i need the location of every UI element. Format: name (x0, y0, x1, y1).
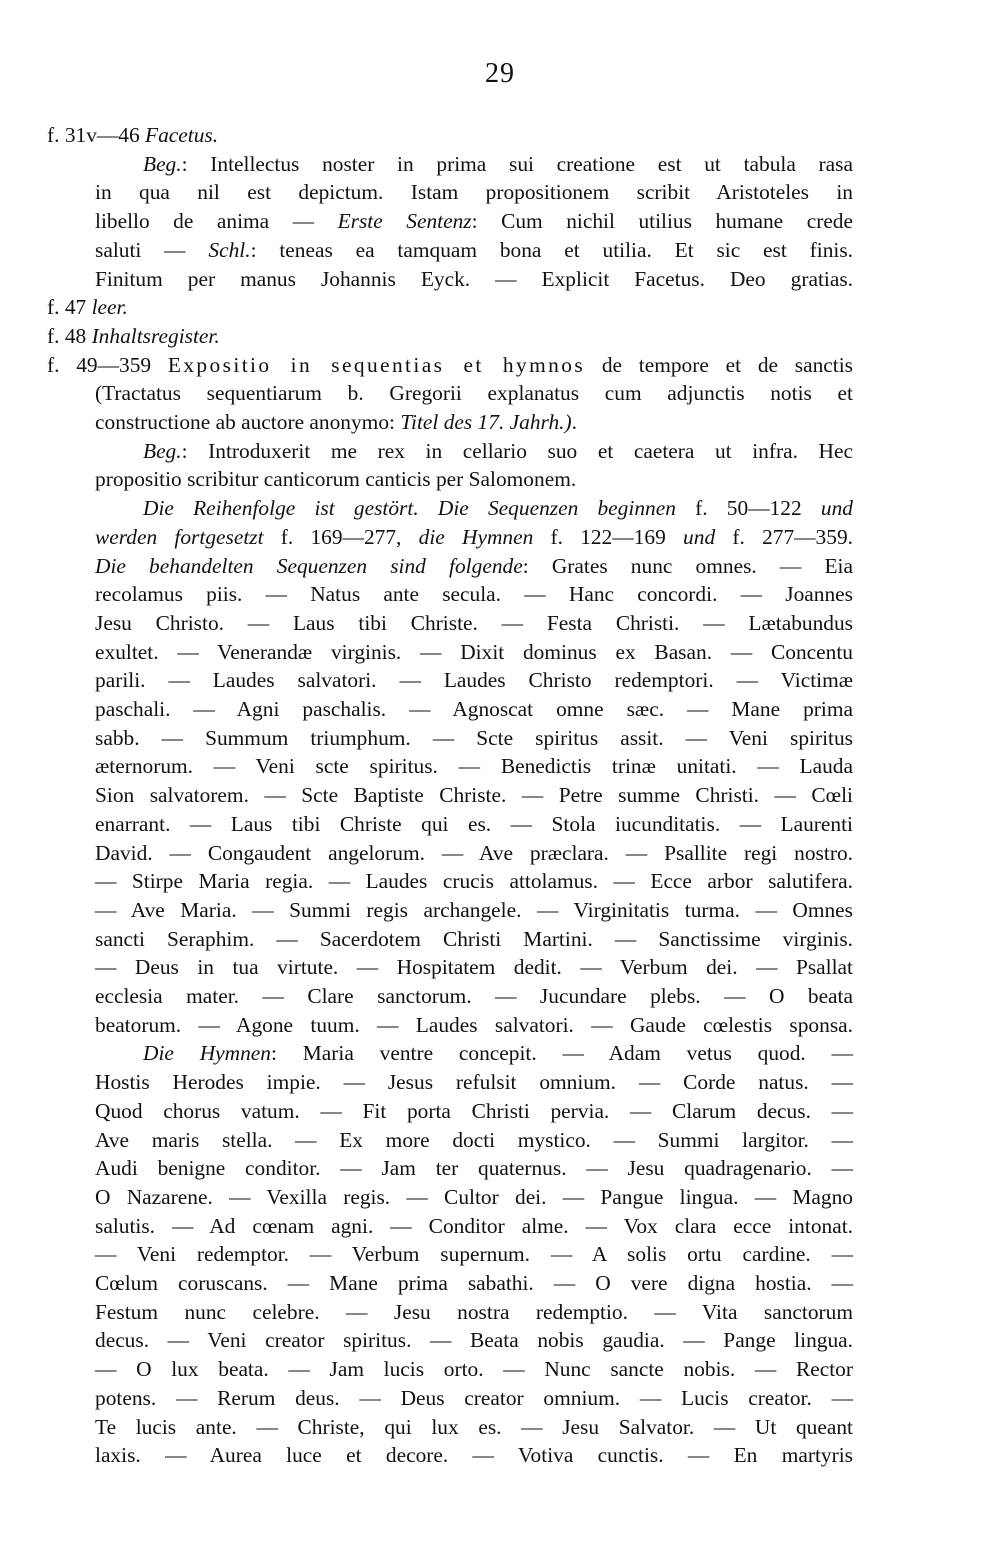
text-line: — O lux beata. — Jam lucis orto. — Nunc sancte nobis. — Rector (95, 1357, 853, 1382)
text-line: — Veni redemptor. — Verbum supernum. — A solis ortu cardine. — (95, 1242, 853, 1267)
text-line: (Tractatus sequentiarum b. Gregorii explanatus cum adjunctis notis et (95, 381, 853, 406)
text-line: exultet. — Venerandæ virginis. — Dixit dominus ex Basan. — Concentu (95, 639, 853, 664)
text-line: David. — Congaudent angelorum. — Ave præclara. — Psallite regi nostro. (95, 840, 853, 865)
text-line: werden fortgesetzt f. 169—277, die Hymnen f. 122—169 und f. 277—359. (95, 524, 853, 549)
text-line: Te lucis ante. — Christe, qui lux es. — Jesu Salvator. — Ut queant (95, 1414, 853, 1439)
text-line: salutis. — Ad cœnam agni. — Conditor alme. — Vox clara ecce intonat. (95, 1213, 853, 1238)
text-line: Audi benigne conditor. — Jam ter quaternus. — Jesu quadragenario. — (95, 1156, 853, 1181)
text-line: Quod chorus vatum. — Fit porta Christi pervia. — Clarum decus. — (95, 1098, 853, 1123)
text-line: Beg.: Intellectus noster in prima sui creatione est ut tabula rasa (143, 151, 853, 176)
text-line: f. 48 Inhaltsregister. (47, 323, 220, 348)
text-line: Die Reihenfolge ist gestört. Die Sequenzen beginnen f. 50—122 und (143, 496, 853, 521)
text-line: recolamus piis. — Natus ante secula. — Hanc concordi. — Joannes (95, 582, 853, 607)
page-number: 29 (485, 58, 515, 89)
text-line: beatorum. — Agone tuum. — Laudes salvatori. — Gaude cœlestis sponsa. (95, 1012, 853, 1037)
text-line: Festum nunc celebre. — Jesu nostra redemptio. — Vita sanctorum (95, 1299, 853, 1324)
text-line: — Deus in tua virtute. — Hospitatem dedit. — Verbum dei. — Psallat (95, 955, 853, 980)
text-line: Finitum per manus Johannis Eyck. — Explicit Facetus. Deo gratias. (95, 266, 853, 291)
text-line: O Nazarene. — Vexilla regis. — Cultor dei. — Pangue lingua. — Magno (95, 1184, 853, 1209)
text-line: constructione ab auctore anonymo: Titel des 17. Jahrh.). (95, 410, 577, 434)
text-line: laxis. — Aurea luce et decore. — Votiva cunctis. — En martyris (95, 1443, 853, 1468)
text-line: f. 31v—46 Facetus. (47, 123, 219, 147)
text-line: parili. — Laudes salvatori. — Laudes Christo redemptori. — Victimæ (95, 668, 853, 693)
text-line: ecclesia mater. — Clare sanctorum. — Jucundare plebs. — O beata (95, 984, 853, 1008)
text-line: Die behandelten Sequenzen sind folgende: Grates nunc omnes. — Eia (95, 553, 853, 578)
text-line: Beg.: Introduxerit me rex in cellario suo et caetera ut infra. Hec (143, 438, 853, 463)
text-line: — Ave Maria. — Summi regis archangele. — Virginitatis turma. — Omnes (95, 897, 853, 922)
text-line: sancti Seraphim. — Sacerdotem Christi Martini. — Sanctissime virginis. (95, 926, 853, 951)
text-line: sabb. — Summum triumphum. — Scte spiritus assit. — Veni spiritus (95, 725, 853, 750)
text-line: f. 49—359 Expositio in sequentias et hymnos de tempore et de sanctis (47, 352, 854, 377)
text-line: libello de anima — Erste Sentenz: Cum nichil utilius humane crede (95, 209, 853, 234)
text-line: Jesu Christo. — Laus tibi Christe. — Festa Christi. — Lætabundus (95, 610, 853, 635)
text-line: in qua nil est depictum. Istam propositionem scribit Aristoteles in (95, 180, 853, 205)
text-line: — Stirpe Maria regia. — Laudes crucis attolamus. — Ecce arbor salutifera. (95, 869, 853, 894)
text-line: enarrant. — Laus tibi Christe qui es. — Stola iucunditatis. — Laurenti (95, 811, 853, 836)
text-line: decus. — Veni creator spiritus. — Beata nobis gaudia. — Pange lingua. (95, 1328, 853, 1353)
text-line: Cœlum coruscans. — Mane prima sabathi. — O vere digna hostia. — (95, 1271, 853, 1295)
text-line: f. 47 leer. (47, 295, 128, 320)
text-line: propositio scribitur canticorum canticis per Salomonem. (95, 467, 577, 492)
text-line: potens. — Rerum deus. — Deus creator omnium. — Lucis creator. — (95, 1385, 853, 1410)
text-line: æternorum. — Veni scte spiritus. — Benedictis trinæ unitati. — Lauda (95, 754, 853, 779)
text-line: Sion salvatorem. — Scte Baptiste Christe. — Petre summe Christi. — Cœli (95, 783, 853, 808)
text-line: saluti — Schl.: teneas ea tamquam bona et utilia. Et sic est finis. (95, 237, 854, 262)
text-line: Die Hymnen: Maria ventre concepit. — Adam vetus quod. — (143, 1041, 853, 1066)
text-line: paschali. — Agni paschalis. — Agnoscat omne sæc. — Mane prima (95, 697, 853, 721)
text-line: Hostis Herodes impie. — Jesus refulsit omnium. — Corde natus. — (95, 1070, 853, 1095)
text-line: Ave maris stella. — Ex more docti mystico. — Summi largitor. — (95, 1127, 853, 1152)
